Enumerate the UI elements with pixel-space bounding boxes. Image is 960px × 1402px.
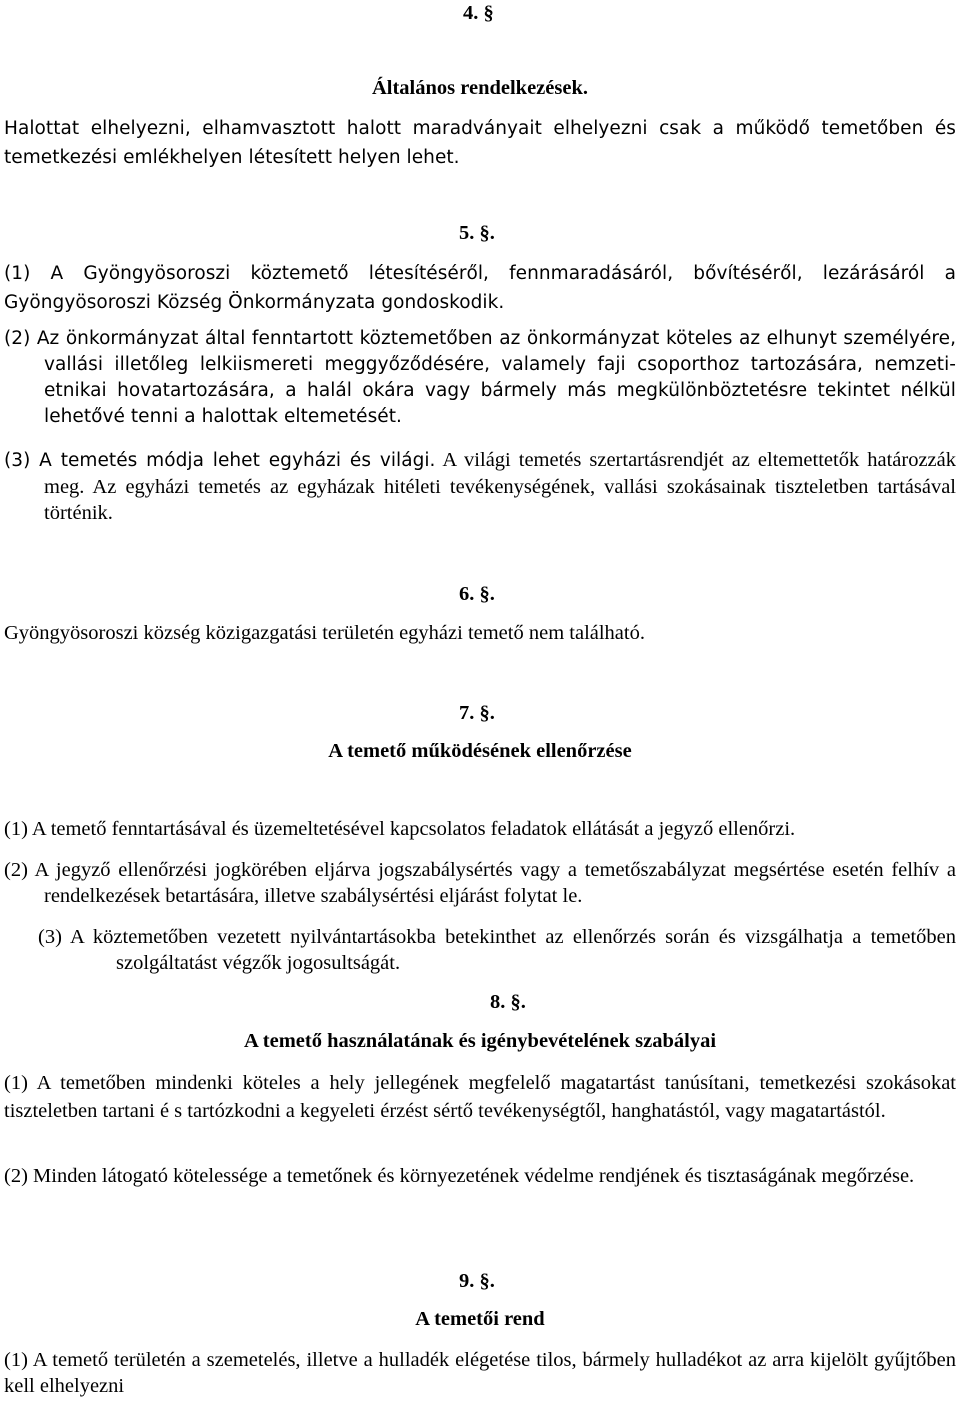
section-4-number: 4. § — [463, 2, 494, 24]
section-8-title: A temető használatának és igénybevételének szabályai — [243, 1030, 717, 1052]
section-9-title: A temetői rend — [415, 1308, 545, 1330]
section-5-p3-part-c: Az egyházi temetés az egyházak hitéleti tevékenységének, vallási szokásainak tiszteletben tartásával történik. — [44, 476, 956, 524]
section-4-text — [4, 114, 956, 172]
section-5-number: 5. §. — [459, 222, 495, 244]
section-5-p1-text: (1) A Gyöngyösoroszi köztemető létesítéséről, fennmaradásáról, bővítéséről, lezárásáról a Gyöngyösoroszi Község Önkormányzata gondoskodik. — [4, 263, 956, 313]
section-7-p1-text: (1) A temető fenntartásával és üzemeltetésével kapcsolatos feladatok ellátását a jegyző ellenőrzi. — [4, 818, 796, 840]
section-7-p2-text: (2) A jegyző ellenőrzési jogkörében eljárva jogszabálysértés vagy a temetőszabályzat megsértése esetén felhív a rendelkezések betartására, illetve szabálysértési eljárást folytat le. — [4, 859, 956, 907]
section-9-p1-text: (1) A temető területén a szemetelés, illetve a hulladék elégetése tilos, bármely hulladékot az arra kijelölt gyűjtőben kell elhelyezni — [4, 1349, 956, 1397]
section-7-paragraph-2 — [4, 857, 956, 909]
section-5-p3-part-a: (3) A temetés módja lehet egyházi és világi. — [4, 450, 436, 471]
section-9-number: 9. §. — [459, 1270, 495, 1292]
section-7-title: A temető működésének ellenőrzése — [328, 740, 632, 762]
section-8-p1-text: (1) A temetőben mindenki köteles a hely jellegének megfelelő magatartást tanúsítani, temetkezési szokásokat tiszteletben tartani é s tartózkodni a kegyeleti érzést sértő tevékenységtől, hanghatástól, vagy magatartástól. — [4, 1072, 956, 1122]
section-7-p3-text: (3) A köztemetőben vezetett nyilvántartásokba betekinthet az ellenőrzés során és vizsgálhatja a temetőben szolgáltatást végzők jogosultságát. — [38, 926, 956, 974]
section-8-number: 8. §. — [490, 991, 526, 1013]
section-5-paragraph-1 — [4, 259, 956, 317]
section-4-paragraph: Halottat elhelyezni, elhamvasztott halott maradványait elhelyezni csak a működő temetőben és temetkezési emlékhelyen létesített helyen lehet. — [4, 118, 956, 168]
section-5-paragraph-2 — [4, 326, 956, 430]
section-6-paragraph: Gyöngyösoroszi község közigazgatási területén egyházi temető nem található. — [4, 622, 645, 644]
section-8-p2-text: (2) Minden látogató kötelessége a temetőnek és környezetének védelme rendjének és tisztaságának megőrzése. — [4, 1165, 915, 1187]
section-8-paragraph-1 — [4, 1069, 956, 1125]
section-8-paragraph-2 — [4, 1163, 956, 1189]
section-5-p2-text: (2) Az önkormányzat által fenntartott köztemetőben az önkormányzat köteles az elhunyt személyére, vallási illetőleg lelkiismereti meggyőződésére, valamely faji csoporthoz tartozására, nemzeti-etnikai hovatartozására, a halál okára vagy bármely más megkülönböztetésre tekintet nélkül lehetővé tenni a halottak eltemetését. — [4, 328, 956, 427]
section-7-paragraph-1 — [4, 816, 956, 842]
section-9-paragraph-1 — [4, 1347, 956, 1399]
section-4-title: Általános rendelkezések. — [371, 77, 588, 99]
section-6-text — [4, 620, 956, 646]
section-6-number: 6. §. — [459, 583, 495, 605]
section-7-number: 7. §. — [459, 702, 495, 724]
section-5-paragraph-3 — [4, 447, 956, 526]
section-7-paragraph-3 — [38, 924, 956, 976]
section-5-p3-part-b: A világi temetés szertartásrendjét az eltemettetők határozzák meg. — [44, 449, 956, 498]
